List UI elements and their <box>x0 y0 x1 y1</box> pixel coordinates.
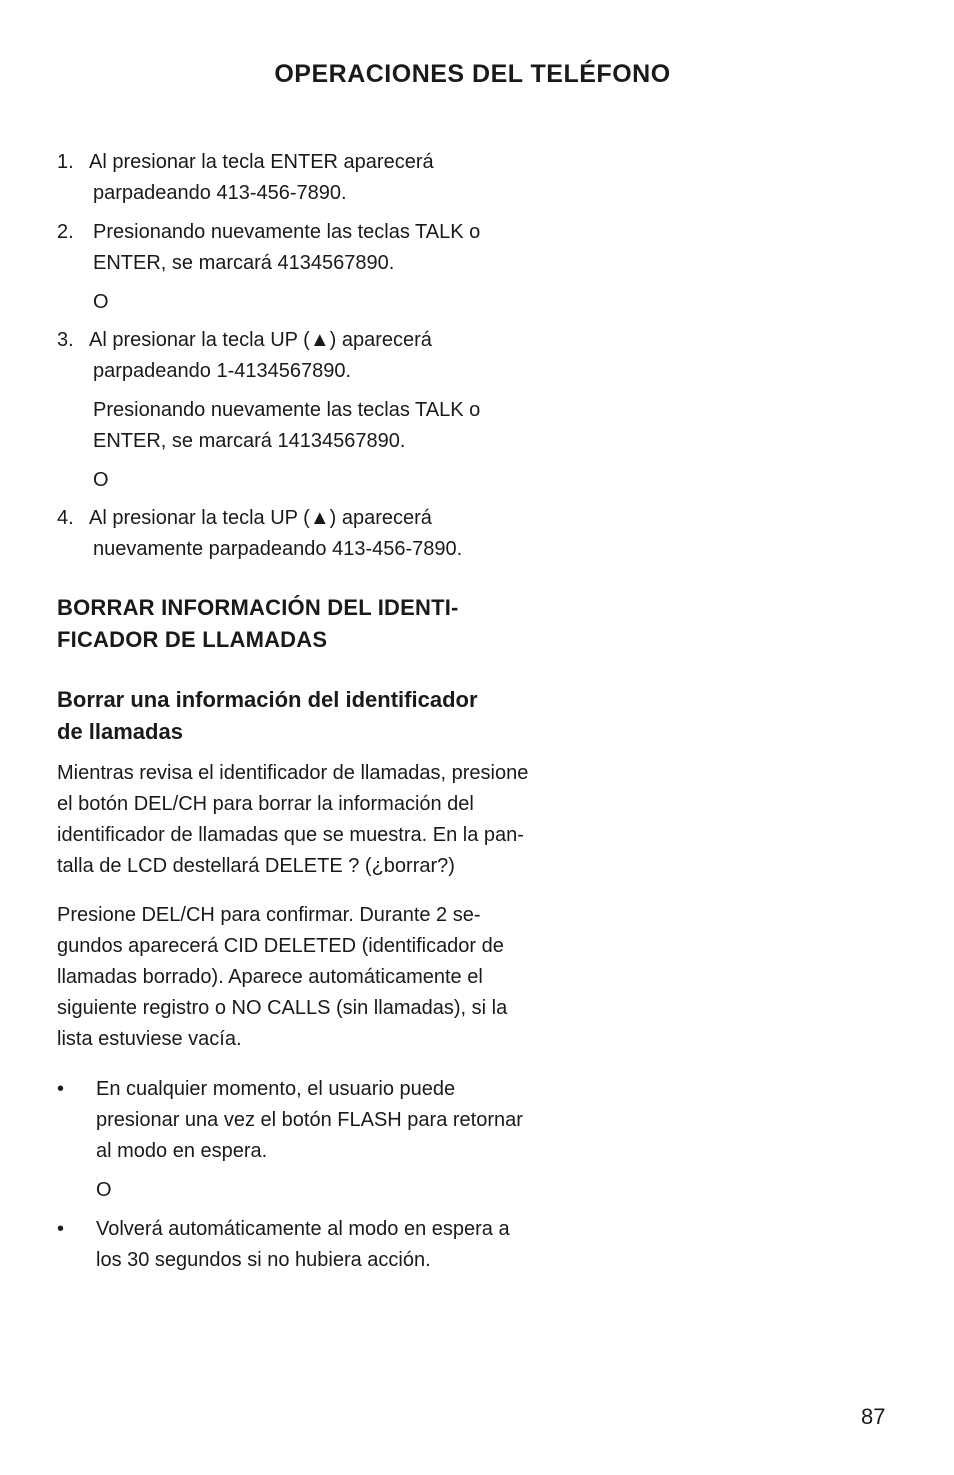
section-heading: BORRAR INFORMACIÓN DEL IDENTI- <box>57 595 459 620</box>
step-3-extra: ENTER, se marcará 14134567890. <box>93 430 406 452</box>
paragraph-line: llamadas borrado). Aparece automáticamente el <box>57 966 483 988</box>
step-number: 1. <box>57 151 74 173</box>
paragraph-line: siguiente registro o NO CALLS (sin llamadas), si la <box>57 997 508 1019</box>
paragraph-line: identificador de llamadas que se muestra. En la pan- <box>57 824 524 846</box>
paragraph-line: Mientras revisa el identificador de llamadas, presione <box>57 762 529 784</box>
bullet-text: los 30 segundos si no hubiera acción. <box>96 1249 431 1271</box>
bullet-text: al modo en espera. <box>96 1140 268 1162</box>
step-text: Al presionar la tecla ENTER aparecerá <box>89 151 434 173</box>
step-number: 4. <box>57 507 74 529</box>
step-text: ENTER, se marcará 4134567890. <box>93 252 395 274</box>
paragraph-line: el botón DEL/CH para borrar la información del <box>57 793 474 815</box>
step-text: nuevamente parpadeando 413-456-7890. <box>93 538 463 560</box>
or-label: O <box>93 291 109 313</box>
paragraph-line: gundos aparecerá CID DELETED (identificador de <box>57 935 504 957</box>
step-3-extra: Presionando nuevamente las teclas TALK o <box>93 399 481 421</box>
bullet-marker: • <box>57 1218 65 1240</box>
step-text: Presionando nuevamente las teclas TALK o <box>93 221 481 243</box>
subheading: de llamadas <box>57 719 183 744</box>
bullet-text: Volverá automáticamente al modo en espera a <box>96 1218 510 1240</box>
paragraph-line: Presione DEL/CH para confirmar. Durante 2 se- <box>57 904 481 926</box>
step-text: parpadeando 413-456-7890. <box>93 182 347 204</box>
step-number: 2. <box>57 221 74 243</box>
step-text: Al presionar la tecla UP (▲) aparecerá <box>89 329 432 351</box>
or-label: O <box>93 469 109 491</box>
subheading: Borrar una información del identificador <box>57 687 478 712</box>
paragraph-line: talla de LCD destellará DELETE ? (¿borrar?) <box>57 855 455 877</box>
page-title: OPERACIONES DEL TELÉFONO <box>274 60 671 88</box>
step-number: 3. <box>57 329 74 351</box>
section-heading: FICADOR DE LLAMADAS <box>57 627 328 652</box>
page-number: 87 <box>861 1404 886 1429</box>
step-text: Al presionar la tecla UP (▲) aparecerá <box>89 507 432 529</box>
paragraph-line: lista estuviese vacía. <box>57 1028 242 1050</box>
or-label: O <box>96 1179 112 1201</box>
bullet-text: En cualquier momento, el usuario puede <box>96 1078 456 1100</box>
bullet-text: presionar una vez el botón FLASH para retornar <box>96 1109 523 1131</box>
bullet-marker: • <box>57 1078 65 1100</box>
step-text: parpadeando 1-4134567890. <box>93 360 352 382</box>
